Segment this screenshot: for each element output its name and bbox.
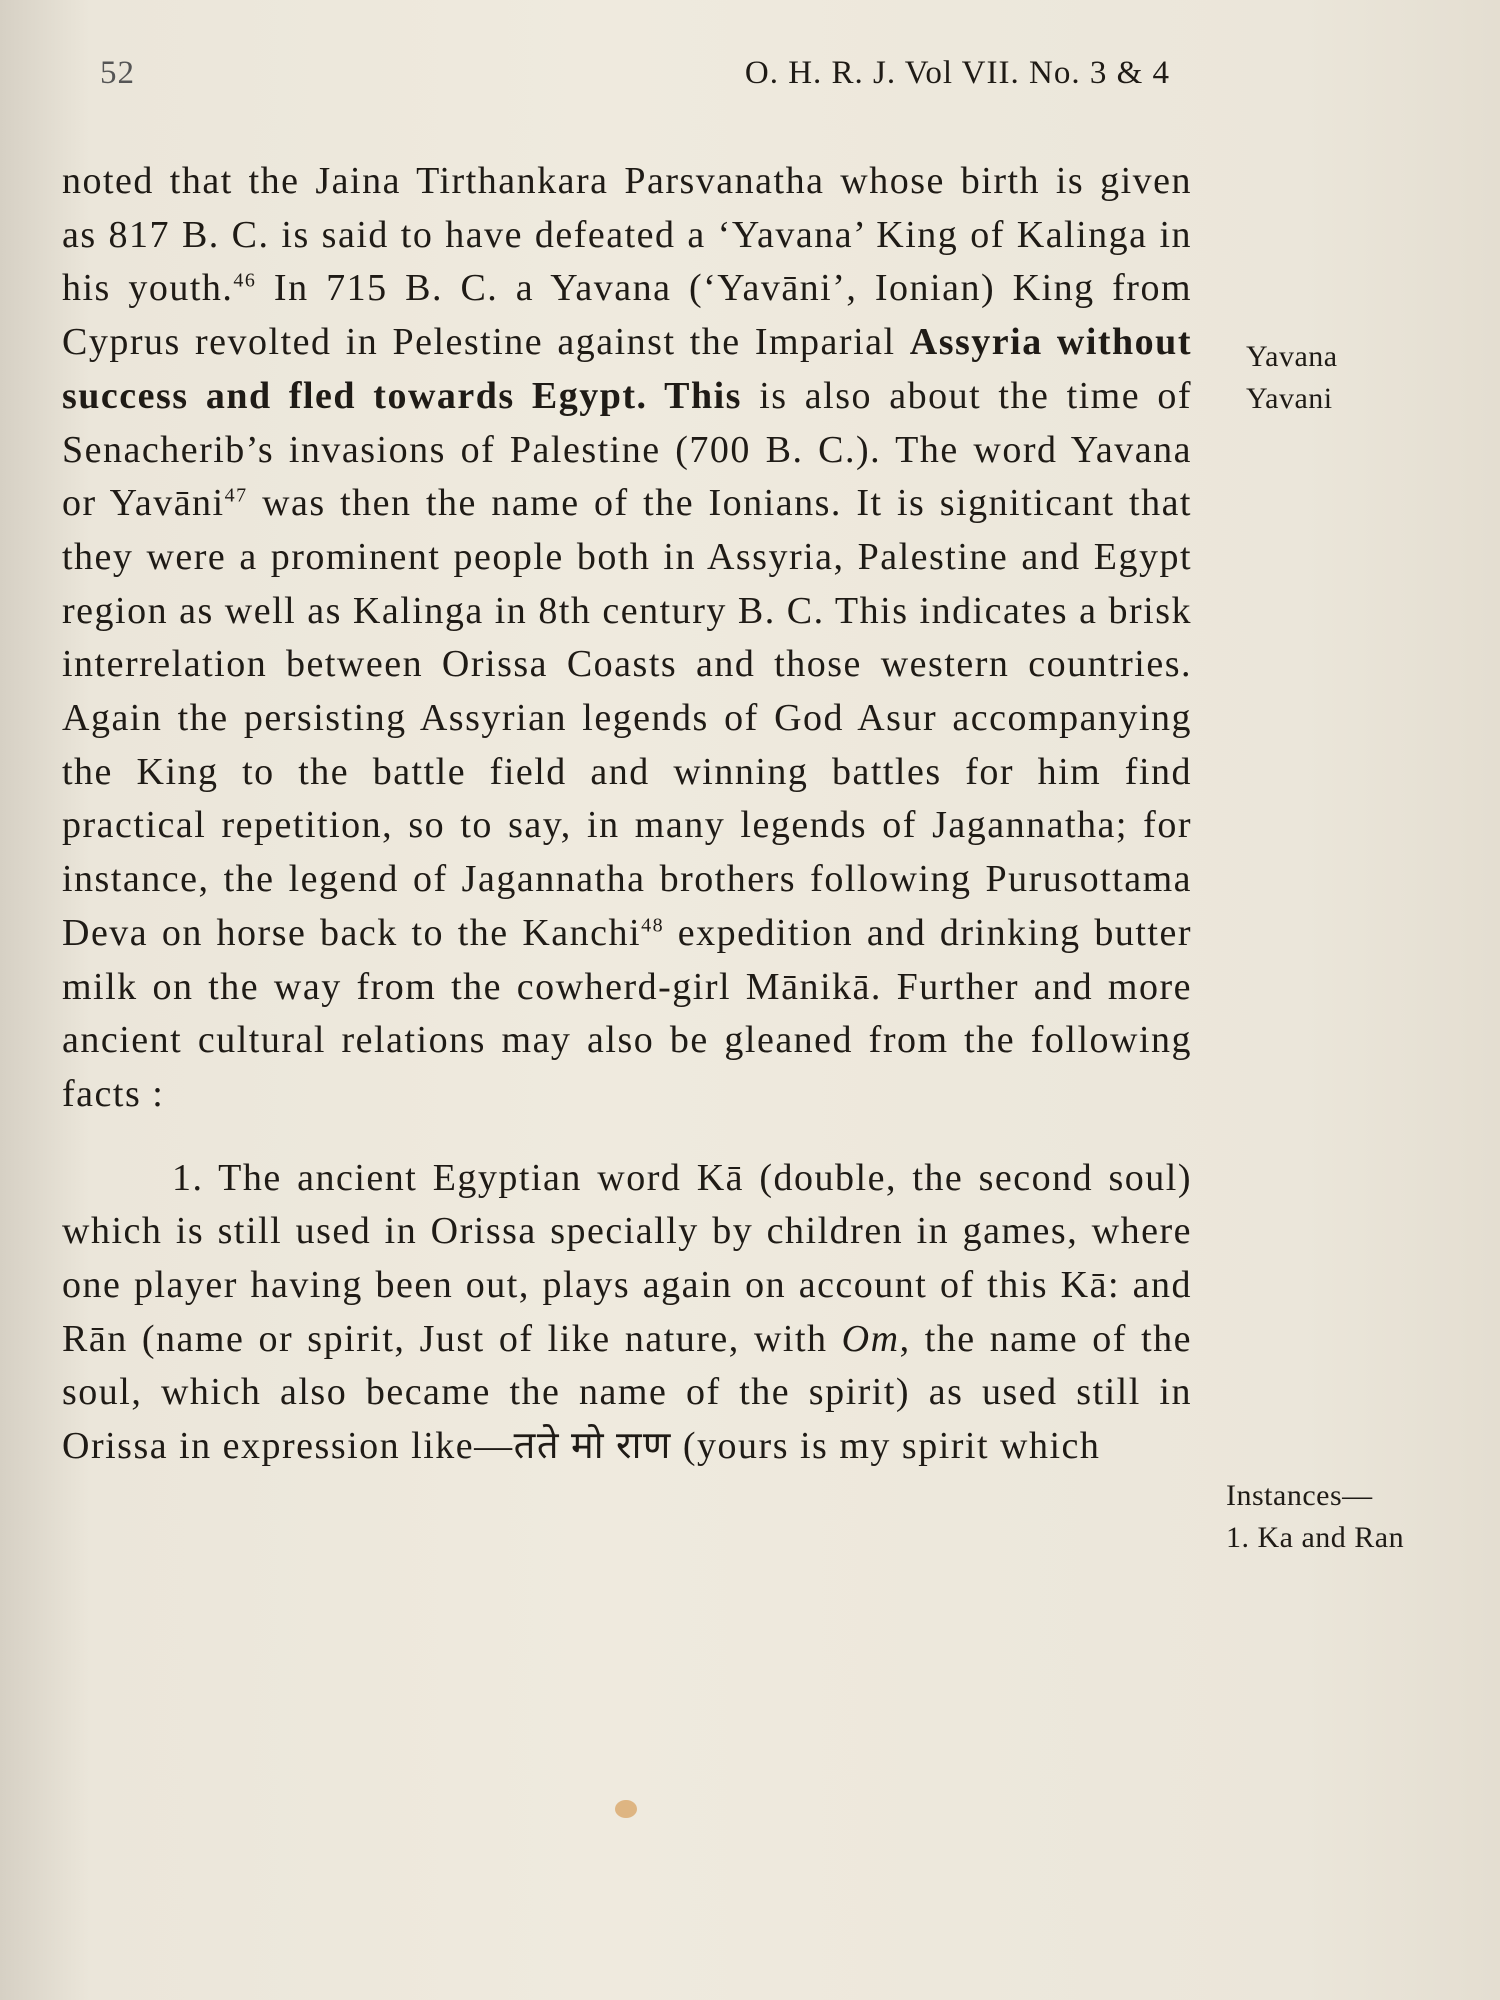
paragraph-1-bold-text: Assyria without success and fled towards Egypt. This bbox=[62, 321, 1192, 417]
page-number: 52 bbox=[100, 55, 135, 91]
paragraph-1-text-e: expedition and drinking butter milk on the way from the cowherd-girl Mānikā. Further and more ancient cultural relations may also be gleaned from the following facts : bbox=[62, 911, 1192, 1115]
paragraph-1-text-c: is also about the time of Senacherib’s invasions of Palestine (700 B. C.). The word Yavana or Yavāni bbox=[62, 374, 1193, 525]
paragraph-1 bbox=[62, 155, 1192, 1122]
paragraph-2-italic-om: Om bbox=[841, 1317, 900, 1360]
paragraph-2-text-a: 1. The ancient Egyptian word Kā (double, the second soul) which is still used in Orissa specially by children in games, where one player having been out, plays again on account of this Kā: and Rān (name or spirit, Just of like nature, with bbox=[62, 1156, 1192, 1360]
journal-reference: O. H. R. J. Vol VII. No. 3 & 4 bbox=[744, 55, 1170, 91]
margin-note-yavana-line-1: Yavana bbox=[1246, 340, 1338, 373]
paragraph-1-text-a: noted that the Jaina Tirthankara Parsvanatha whose birth is given as 817 B. C. is said to have defeated a ‘Yavana’ King of Kalinga in his youth. bbox=[62, 160, 1192, 310]
paragraph-1-text-b: In 715 B. C. a Yavana (‘Yavāni’, Ionian) King from Cyprus revolted in Pelestine against the Imparial bbox=[62, 267, 1193, 364]
margin-note-yavana bbox=[1246, 336, 1338, 420]
footnote-ref-48: 48 bbox=[641, 914, 665, 937]
body-text bbox=[62, 155, 1192, 1474]
running-header bbox=[95, 55, 1170, 105]
margin-note-instances-line-1: Instances— bbox=[1226, 1479, 1373, 1512]
footnote-ref-47: 47 bbox=[224, 484, 248, 507]
margin-note-instances bbox=[1226, 1475, 1404, 1559]
margin-note-instances-line-2: 1. Ka and Ran bbox=[1226, 1521, 1405, 1554]
ink-smudge bbox=[615, 1800, 637, 1818]
paragraph-2 bbox=[62, 1152, 1192, 1474]
paragraph-2-text-b: , the name of the soul, which also became the name of the spirit) as used still in Orissa in expression like—तते मो राण (yours is my spirit which bbox=[62, 1317, 1193, 1468]
footnote-ref-46: 46 bbox=[233, 269, 257, 292]
paragraph-1-text-d: was then the name of the Ionians. It is signiticant that they were a prominent people both in Assyria, Palestine and Egypt region as well as Kalinga in 8th century B. C. This indicates a brisk interrelation between Orissa Coasts and those western countries. Again the persisting Assyrian legends of God Asur accompanying the King to the battle field and winning battles for him find practical repetition, so to say, in many legends of Jagannatha; for instance, the legend of Jagannatha brothers following Purusottama Deva on horse back to the Kanchi bbox=[62, 482, 1192, 954]
margin-note-yavana-line-2: Yavani bbox=[1246, 382, 1333, 415]
